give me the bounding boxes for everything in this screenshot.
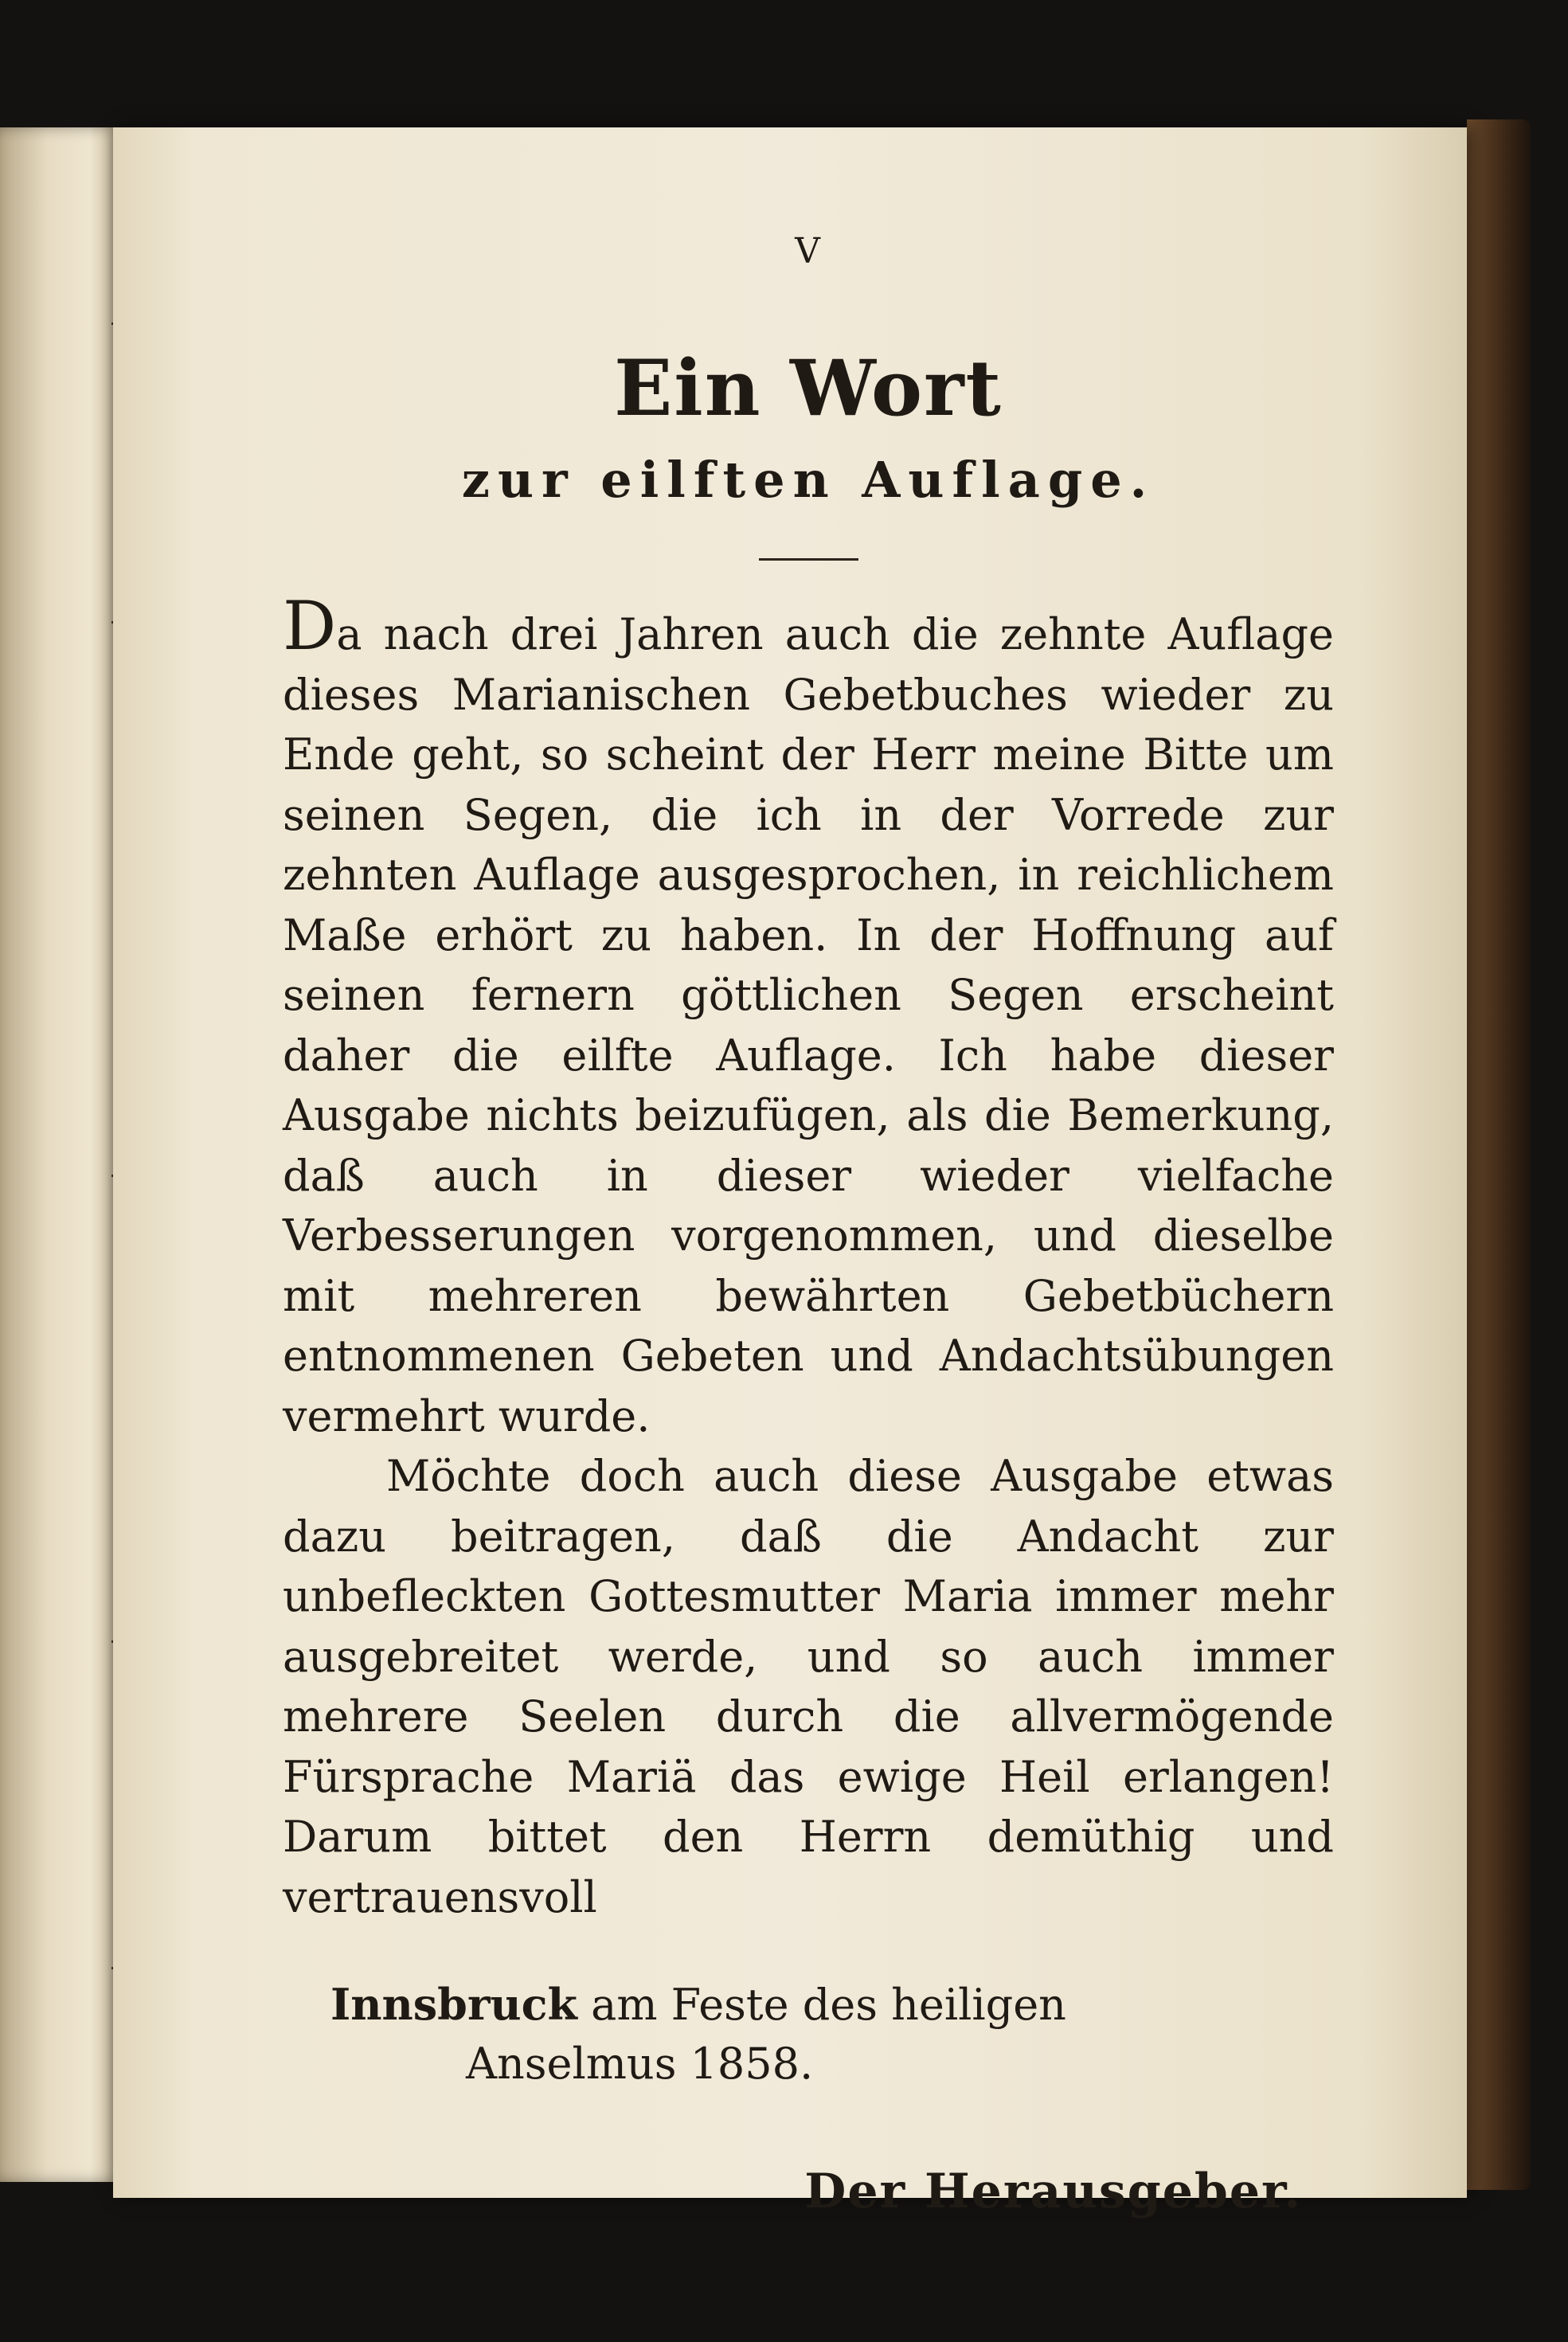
paragraph-2: Möchte doch auch diese Ausgabe etwas dazu beitragen, daß die Andacht zur unbefleckten Gottesmutter Maria immer mehr ausgebreitet werde, und so auch immer mehrere Seelen durch die allvermögende Fürsprache Mariä das ewige Heil erlangen! Darum bittet den Herrn demüthig und vertrauensvoll <box>283 1451 1334 1922</box>
page-content <box>283 231 1334 2219</box>
left-page-edge <box>0 127 119 2182</box>
paragraph-1 <box>283 587 1334 1446</box>
page-number: V <box>795 231 822 272</box>
paragraph-1-text: a nach drei Jahren auch die zehnte Auflage dieses Marianischen Gebetbuches wieder zu Ende geht, so scheint der Herr meine Bitte um seinen Segen, die ich in der Vorrede zur zehnten Auflage ausgesprochen, in reichlichem Maße erhört zu haben. In der Hoffnung auf seinen fernern göttlichen Segen erscheint daher die eilfte Auflage. Ich habe dieser Ausgabe nichts beizufügen, als die Bemerkung, daß auch in dieser wieder vielfache Verbesserungen vorgenommen, und dieselbe mit mehreren bewährten Gebetbüchern entnommenen Gebeten und Andachtsübungen vermehrt wurde. <box>283 609 1334 1441</box>
page-subtitle: zur eilften Auflage. <box>461 451 1155 509</box>
initial-letter: D <box>283 587 337 665</box>
feast-text: am Feste des heiligen <box>577 1980 1066 2030</box>
place-name: Innsbruck <box>330 1979 577 2030</box>
date-text: Anselmus 1858. <box>466 2039 814 2089</box>
book-cover-edge <box>1467 119 1531 2190</box>
page-title: Ein Wort <box>614 343 1003 433</box>
signature: Der Herausgeber. <box>804 2164 1302 2219</box>
divider-rule <box>759 558 858 561</box>
place-date <box>330 1975 1334 2094</box>
